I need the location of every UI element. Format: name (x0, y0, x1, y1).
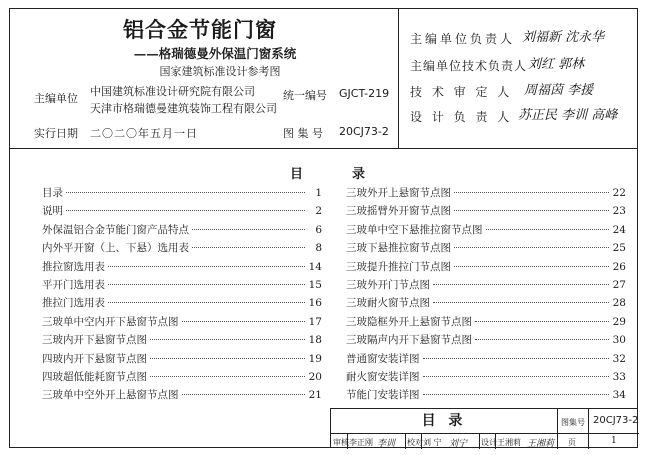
toc-heading-left: 目 (290, 167, 304, 182)
toc-leader-dots (433, 302, 609, 303)
toc-entry-label: 三玻隐框外开上悬窗节点图 (346, 315, 472, 328)
tb-review-label: 审核 (333, 438, 349, 447)
toc-leader-dots (486, 229, 610, 230)
toc-leader-dots (433, 284, 609, 285)
toc-leader-dots (108, 302, 305, 303)
toc-leader-dots (108, 284, 305, 285)
toc-leader-dots (454, 247, 609, 248)
tech-lead-label: 主编单位技术负责人 (410, 59, 528, 73)
tb-check-label: 校对 (407, 438, 423, 447)
toc-leader-dots (423, 358, 610, 359)
document-subtitle: ——格瑞德曼外保温门窗系统 (133, 46, 297, 61)
toc-leader-dots (150, 339, 305, 340)
toc-entry[interactable] (42, 240, 322, 258)
toc-leader-dots (475, 321, 609, 322)
atlas-label: 图 集 号 (283, 127, 323, 140)
tb-check-name: 刘 宁 (423, 438, 442, 447)
toc-entry-label: 三玻摇臂外开窗节点图 (346, 205, 451, 218)
toc-leader-dots (475, 339, 609, 340)
toc-entry[interactable] (346, 387, 626, 405)
toc-entry-page: 25 (612, 242, 626, 255)
toc-entry-page: 23 (612, 205, 626, 218)
tb-page-label: 页 (568, 438, 576, 447)
toc-leader-dots (66, 192, 305, 193)
code-value: GJCT-219 (339, 87, 390, 100)
document-title: 铝合金节能门窗 (123, 17, 277, 42)
toc-entry-label: 三玻单中空外开上悬窗节点图 (42, 389, 179, 402)
toc-entry-page: 2 (315, 205, 322, 218)
toc-entry-page: 15 (308, 278, 322, 291)
toc-entry[interactable] (42, 203, 322, 221)
tb-divider (588, 409, 589, 449)
title-block-title: 目 录 (331, 409, 557, 434)
toc-entry-page: 27 (612, 278, 626, 291)
header-bottom-line (9, 148, 638, 149)
toc-leader-dots (454, 210, 609, 211)
toc-entry-label: 三玻单中空内开下悬窗节点图 (42, 315, 179, 328)
toc-entry-label: 内外平开窗（上、下悬）选用表 (42, 242, 189, 255)
tb-design-label: 设计 (481, 438, 497, 447)
toc-entry-label: 三玻下悬推拉窗节点图 (346, 242, 451, 255)
toc-leader-dots (192, 229, 305, 230)
toc-entry-label: 四玻内开下悬窗节点图 (42, 352, 147, 365)
toc-entry-label: 外保温铝合金节能门窗产品特点 (42, 223, 189, 236)
toc-left-column (42, 185, 322, 406)
toc-leader-dots (150, 376, 305, 377)
tb-page-value: 1 (611, 436, 617, 446)
toc-entry-label: 说明 (42, 205, 63, 218)
tb-divider (347, 433, 348, 449)
toc-leader-dots (454, 266, 609, 267)
toc-entry-page: 16 (308, 297, 322, 310)
toc-entry[interactable] (42, 222, 322, 240)
tb-atlas-value: 20CJ73-2 (593, 415, 639, 426)
tb-divider (479, 433, 480, 449)
toc-entry-label: 三玻提升推拉门节点图 (346, 260, 451, 273)
toc-entry-label: 三玻单中空下悬推拉窗节点图 (346, 223, 483, 236)
toc-leader-dots (423, 394, 610, 395)
reviewer-label: 技 术 审 定 人 (410, 85, 513, 99)
toc-entry-label: 耐火窗安装详图 (346, 370, 420, 383)
toc-entry[interactable] (346, 203, 626, 221)
toc-entry[interactable] (346, 295, 626, 313)
toc-entry-page: 29 (612, 315, 626, 328)
editor-org-2: 天津市格瑞德曼建筑装饰工程有限公司 (90, 102, 277, 115)
toc-entry-label: 普通窗安装详图 (346, 352, 420, 365)
toc-heading-right: 录 (352, 167, 366, 182)
toc-entry[interactable] (42, 332, 322, 350)
date-label: 实行日期 (34, 127, 78, 140)
toc-entry-page: 24 (612, 223, 626, 236)
design-lead-signature: 苏正民 李训 高峰 (518, 108, 618, 123)
toc-leader-dots (423, 376, 610, 377)
tb-design-name: 王湘莉 (497, 438, 521, 447)
toc-entry[interactable] (346, 259, 626, 277)
tb-divider (421, 433, 422, 449)
toc-entry[interactable] (346, 240, 626, 258)
toc-leader-dots (192, 247, 305, 248)
toc-entry[interactable] (42, 185, 322, 203)
tb-atlas-label: 图集号 (561, 418, 585, 427)
toc-leader-dots (182, 321, 306, 322)
design-lead-label: 设 计 负 责 人 (410, 110, 513, 124)
toc-entry-page: 8 (315, 242, 322, 255)
toc-entry-page: 18 (308, 334, 322, 347)
toc-entry-label: 三玻外开门节点图 (346, 278, 430, 291)
toc-entry-label: 平开门选用表 (42, 278, 105, 291)
tb-review-signature: 李训 (377, 439, 396, 449)
tb-review-name: 李正刚 (349, 438, 373, 447)
toc-entry-label: 三玻耐火窗节点图 (346, 297, 430, 310)
toc-entry-label: 推拉门选用表 (42, 297, 105, 310)
code-label: 统一编号 (283, 89, 327, 102)
toc-leader-dots (150, 358, 305, 359)
toc-entry[interactable] (42, 295, 322, 313)
toc-leader-dots (454, 192, 609, 193)
editor-org-1: 中国建筑标准设计研究院有限公司 (90, 85, 255, 98)
date-value: 二〇二〇年五月一日 (90, 127, 198, 140)
atlas-value: 20CJ73-2 (339, 125, 389, 138)
toc-entry-label: 推拉窗选用表 (42, 260, 105, 273)
toc-entry-page: 22 (612, 187, 626, 199)
toc-entry[interactable] (346, 351, 626, 369)
chief-editor-label: 主编单位负责人 (410, 32, 516, 46)
tb-hline (557, 433, 639, 434)
toc-entry-page: 17 (308, 315, 322, 328)
tb-divider (405, 433, 406, 449)
header-divider (398, 8, 399, 149)
tb-check-signature: 刘宁 (449, 439, 468, 449)
toc-entry-page: 20 (308, 370, 322, 383)
tb-divider (495, 433, 496, 449)
toc-leader-dots (66, 210, 305, 211)
toc-entry[interactable] (42, 387, 322, 405)
toc-entry-page: 19 (308, 352, 322, 365)
toc-entry-page: 30 (612, 334, 626, 347)
title-block (330, 408, 638, 448)
toc-entry-label: 节能门安装详图 (346, 389, 420, 402)
chief-editor-signature: 刘福新 沈永华 (522, 30, 605, 45)
tech-lead-signature: 刘红 郭林 (528, 57, 585, 72)
toc-entry-page: 33 (612, 370, 626, 383)
toc-entry-label: 目录 (42, 187, 63, 199)
tb-divider (557, 409, 558, 449)
toc-right-column (346, 185, 626, 406)
toc-entry[interactable] (42, 314, 322, 332)
toc-entry[interactable] (42, 369, 322, 387)
toc-entry-label: 三玻外开上悬窗节点图 (346, 187, 451, 199)
toc-entry-page: 21 (308, 389, 322, 402)
toc-entry[interactable] (346, 369, 626, 387)
toc-entry[interactable] (346, 277, 626, 295)
toc-entry[interactable] (346, 185, 626, 203)
toc-entry-label: 四玻超低能耗窗节点图 (42, 370, 147, 383)
toc-entry-page: 28 (612, 297, 626, 310)
toc-entry-label: 三玻隔声内开下悬窗节点图 (346, 334, 472, 347)
toc-entry-label: 三玻内开下悬窗节点图 (42, 334, 147, 347)
toc-entry-page: 14 (308, 260, 322, 273)
toc-leader-dots (182, 394, 306, 395)
toc-entry-page: 1 (315, 187, 322, 199)
toc-entry[interactable] (346, 314, 626, 332)
toc-entry[interactable] (346, 222, 626, 240)
toc-entry[interactable] (42, 277, 322, 295)
toc-entry-page: 34 (612, 389, 626, 402)
toc-entry-page: 6 (315, 223, 322, 236)
reviewer-signature: 周福茵 李援 (524, 83, 594, 98)
tb-design-signature: 王湘莉 (527, 439, 555, 449)
document-note: 国家建筑标准设计参考图 (159, 65, 281, 78)
toc-entry[interactable] (42, 259, 322, 277)
toc-entry[interactable] (42, 351, 322, 369)
toc-entry-page: 32 (612, 352, 626, 365)
toc-leader-dots (108, 266, 305, 267)
editor-label: 主编单位 (34, 92, 78, 105)
toc-entry-page: 26 (612, 260, 626, 273)
toc-entry[interactable] (346, 332, 626, 350)
